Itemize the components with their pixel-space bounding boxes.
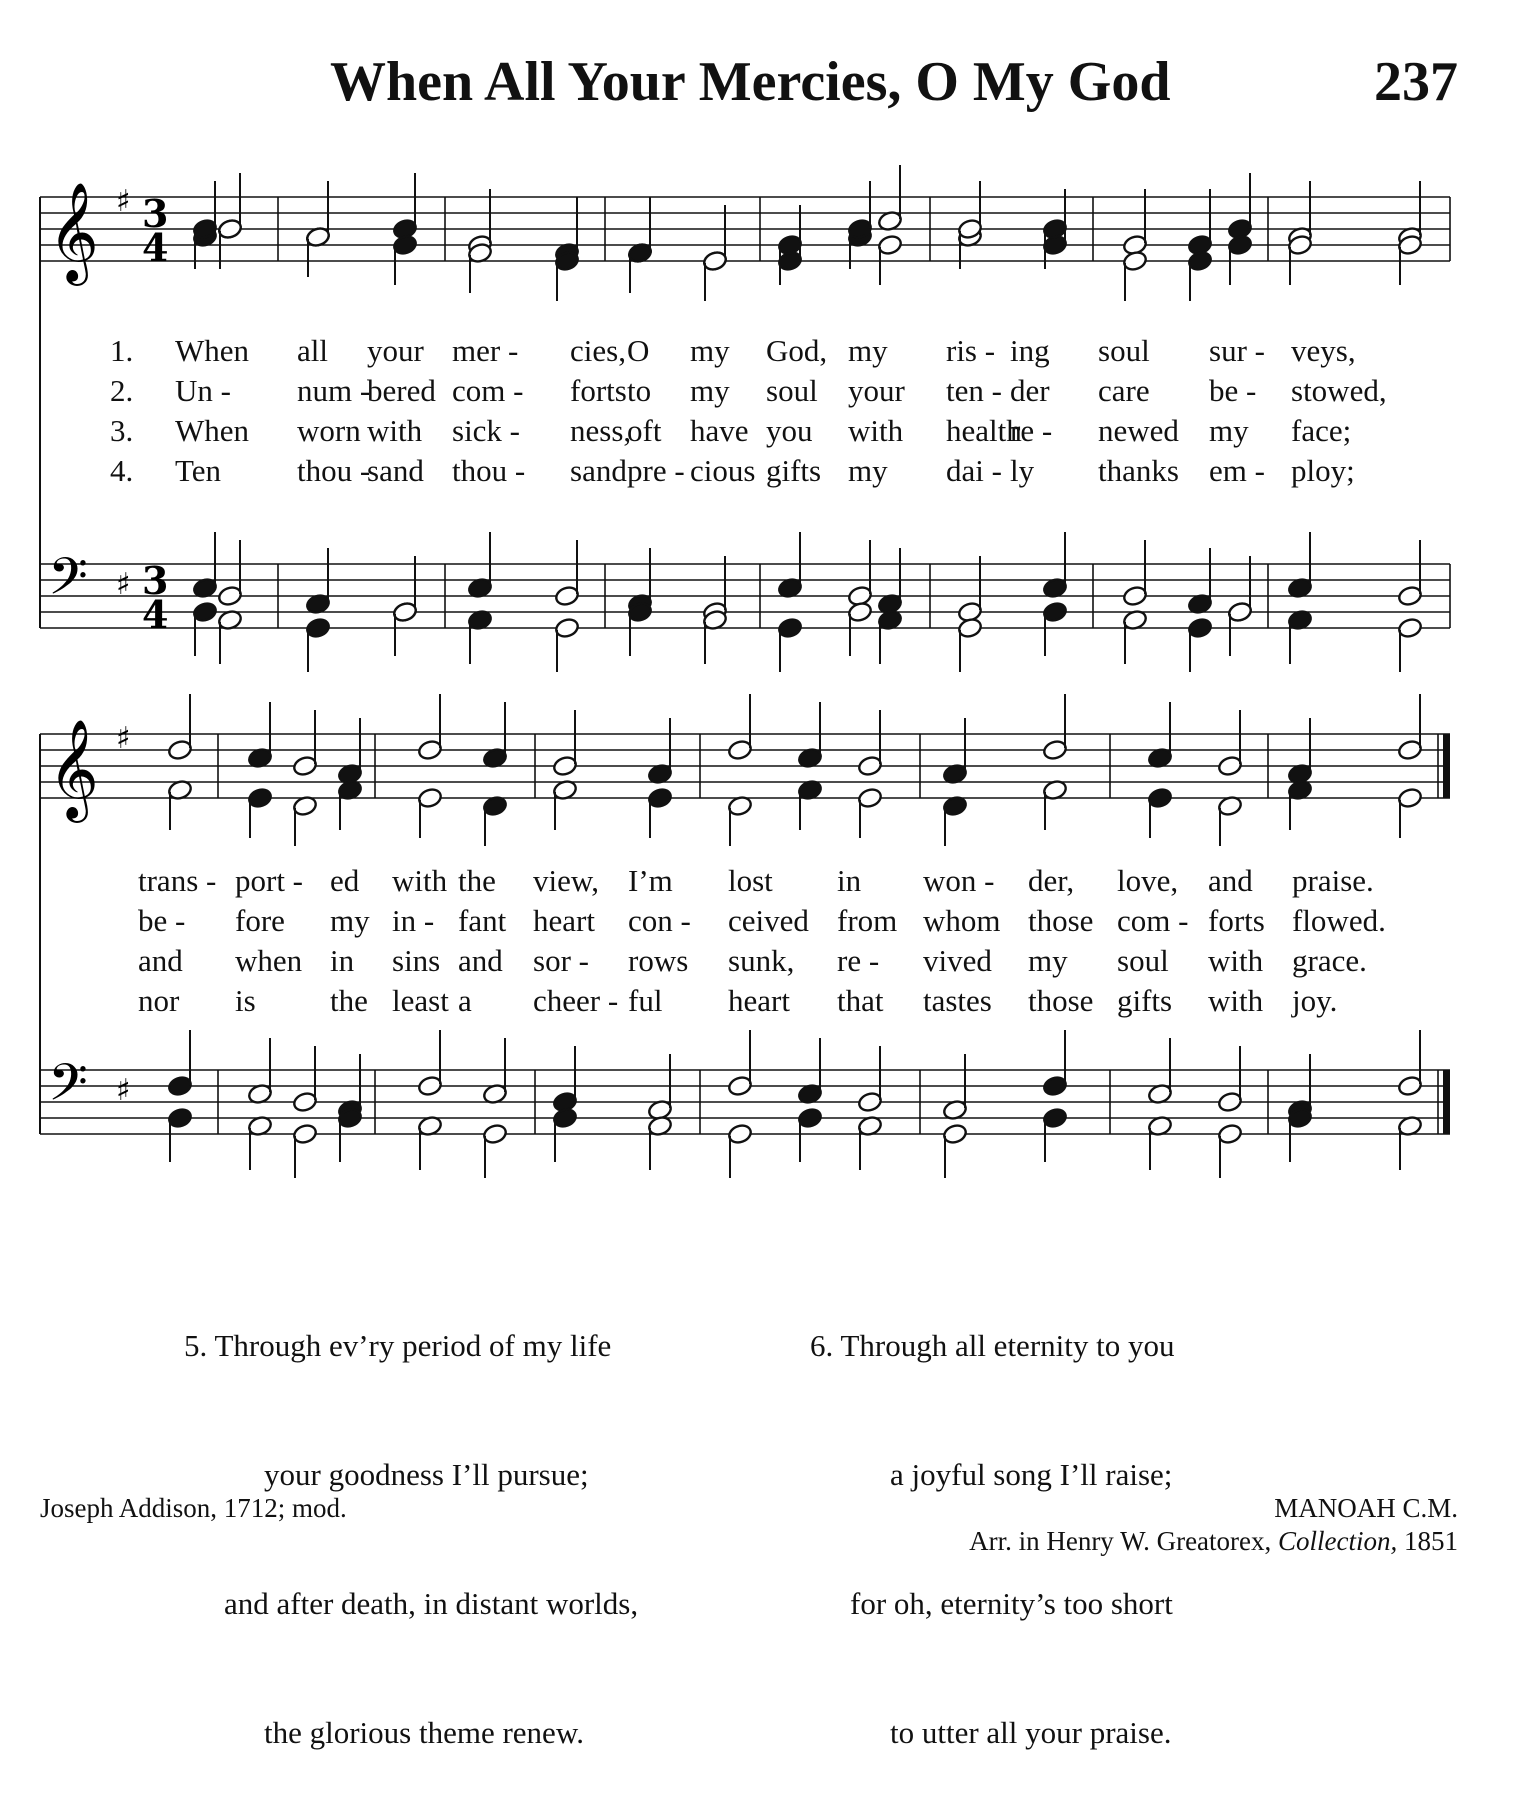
- final-bar-thick: [1443, 1070, 1450, 1134]
- stanza-6-line: a joyful song I’ll raise;: [890, 1457, 1173, 1492]
- lyric-syllable: all: [297, 333, 328, 368]
- lyric-syllable: face;: [1291, 413, 1352, 448]
- treble-clef: 𝄞: [48, 182, 99, 282]
- lyric-syllable: num -: [297, 373, 371, 408]
- stanza-5-line: and after death, in distant worlds,: [224, 1586, 639, 1621]
- lyric-syllable: joy.: [1292, 983, 1338, 1018]
- lyric-syllable: when: [235, 943, 303, 978]
- verse-number: 4.: [110, 453, 134, 488]
- lyric-syllable: ing: [1010, 333, 1050, 368]
- lyric-syllable: trans -: [138, 863, 217, 898]
- lyric-syllable: sick -: [452, 413, 521, 448]
- lyric-syllable: em -: [1209, 453, 1265, 488]
- lyric-syllable: cheer -: [533, 983, 619, 1018]
- lyric-syllable: stowed,: [1291, 373, 1387, 408]
- lyric-syllable: sand: [367, 453, 424, 488]
- lyric-syllable: sand: [570, 453, 627, 488]
- lyric-syllable: port -: [235, 863, 304, 898]
- lyric-syllable: that: [837, 983, 884, 1018]
- lyric-syllable: be -: [1209, 373, 1257, 408]
- lyric-syllable: ly: [1010, 453, 1035, 488]
- time-signature-bottom: 4: [142, 592, 169, 637]
- lyric-syllable: der,: [1028, 863, 1075, 898]
- lyric-syllable: ris -: [946, 333, 996, 368]
- lyric-syllable: forts: [1208, 903, 1265, 938]
- lyric-syllable: soul: [1117, 943, 1169, 978]
- lyric-syllable: thou -: [452, 453, 526, 488]
- lyric-syllable: those: [1028, 903, 1094, 938]
- hymn-number: 237: [1374, 51, 1458, 113]
- lyric-syllable: re -: [1010, 413, 1053, 448]
- hymn-title: When All Your Mercies, O My God: [330, 51, 1171, 113]
- lyric-syllable: my: [690, 333, 730, 368]
- text-credit: Joseph Addison, 1712; mod.: [40, 1493, 347, 1523]
- lyric-syllable: sins: [392, 943, 441, 978]
- lyric-syllable: is: [235, 983, 256, 1018]
- lyric-syllable: your: [367, 333, 424, 368]
- lyric-syllable: oft: [627, 413, 662, 448]
- lyric-syllable: worn: [297, 413, 361, 448]
- lyric-syllable: a: [458, 983, 472, 1018]
- stanza-6-line: for oh, eternity’s too short: [850, 1586, 1173, 1621]
- lyric-syllable: Ten: [175, 453, 222, 488]
- lyric-syllable: with: [367, 413, 423, 448]
- lyric-syllable: fant: [458, 903, 507, 938]
- lyric-syllable: praise.: [1292, 863, 1374, 898]
- lyric-syllable: my: [1209, 413, 1249, 448]
- lyric-syllable: I’m: [628, 863, 673, 898]
- lyric-syllable: thou -: [297, 453, 371, 488]
- verse-number: 1.: [110, 333, 134, 368]
- verse-number: 2.: [110, 373, 134, 408]
- bass-clef: 𝄢: [48, 1052, 88, 1125]
- lyric-syllable: heart: [728, 983, 790, 1018]
- lyric-syllable: ed: [330, 863, 360, 898]
- lyric-syllable: When: [175, 333, 250, 368]
- lyric-syllable: bered: [367, 373, 436, 408]
- lyric-syllable: whom: [923, 903, 1001, 938]
- lyric-syllable: fore: [235, 903, 285, 938]
- lyric-syllable: heart: [533, 903, 595, 938]
- key-signature-sharp: ♯: [116, 567, 131, 602]
- treble-clef: 𝄞: [48, 719, 99, 819]
- lyric-syllable: newed: [1098, 413, 1179, 448]
- lyric-syllable: gifts: [1117, 983, 1173, 1018]
- lyric-syllable: the: [330, 983, 368, 1018]
- lyric-syllable: cious: [690, 453, 756, 488]
- key-signature-sharp: ♯: [116, 184, 131, 219]
- lyric-syllable: thanks: [1098, 453, 1179, 488]
- lyric-syllable: God,: [766, 333, 828, 368]
- lyric-syllable: with: [848, 413, 904, 448]
- stanza-5-line: 5. Through ev’ry period of my life: [184, 1328, 612, 1363]
- lyric-syllable: con -: [628, 903, 691, 938]
- final-bar-thick: [1443, 734, 1450, 798]
- lyric-syllable: ness,: [570, 413, 632, 448]
- lyric-syllable: dai -: [946, 453, 1002, 488]
- lyric-syllable: com -: [1117, 903, 1189, 938]
- lyric-syllable: tastes: [923, 983, 992, 1018]
- key-signature-sharp: ♯: [116, 1073, 131, 1108]
- lyric-syllable: grace.: [1292, 943, 1367, 978]
- verse-number: 3.: [110, 413, 134, 448]
- lyric-syllable: ful: [628, 983, 663, 1018]
- bass-clef: 𝄢: [48, 546, 88, 619]
- arranger-source: Collection,: [1278, 1526, 1398, 1556]
- lyric-syllable: Un -: [175, 373, 231, 408]
- arrangement-credit: [969, 1526, 1458, 1557]
- tune-credit: MANOAH C.M.: [1274, 1493, 1458, 1523]
- lyric-syllable: flowed.: [1292, 903, 1386, 938]
- lyric-syllable: my: [1028, 943, 1068, 978]
- lyric-syllable: sunk,: [728, 943, 795, 978]
- lyric-syllable: in: [330, 943, 355, 978]
- lyric-syllable: with: [392, 863, 448, 898]
- lyric-syllable: have: [690, 413, 749, 448]
- lyric-syllable: gifts: [766, 453, 822, 488]
- lyric-syllable: least: [392, 983, 449, 1018]
- lyric-syllable: to: [627, 373, 652, 408]
- lyric-syllable: health: [946, 413, 1022, 448]
- lyric-syllable: from: [837, 903, 898, 938]
- key-signature-sharp: ♯: [116, 721, 131, 756]
- lyric-syllable: nor: [138, 983, 180, 1018]
- lyric-syllable: rows: [628, 943, 689, 978]
- lyric-syllable: soul: [766, 373, 818, 408]
- lyric-syllable: der: [1010, 373, 1050, 408]
- lyric-syllable: with: [1208, 983, 1264, 1018]
- lyric-syllable: and: [138, 943, 183, 978]
- lyric-syllable: the: [458, 863, 496, 898]
- stanza-5-line: your goodness I’ll pursue;: [264, 1457, 589, 1492]
- arranger-year: 1851: [1397, 1526, 1458, 1556]
- lyric-syllable: in: [837, 863, 862, 898]
- lyric-syllable: ploy;: [1291, 453, 1355, 488]
- lyric-syllable: and: [458, 943, 503, 978]
- lyric-syllable: care: [1098, 373, 1150, 408]
- lyric-syllable: your: [848, 373, 905, 408]
- time-signature-bottom: 4: [142, 225, 169, 270]
- lyric-syllable: with: [1208, 943, 1264, 978]
- stanza-5-line: the glorious theme renew.: [264, 1715, 584, 1750]
- lyric-syllable: com -: [452, 373, 524, 408]
- lyric-syllable: my: [848, 453, 888, 488]
- lyric-syllable: vived: [923, 943, 992, 978]
- lyric-syllable: my: [690, 373, 730, 408]
- lyric-syllable: those: [1028, 983, 1094, 1018]
- lyric-syllable: sor -: [533, 943, 589, 978]
- lyric-syllable: cies,: [570, 333, 626, 368]
- lyric-syllable: veys,: [1291, 333, 1356, 368]
- lyric-syllable: pre -: [627, 453, 685, 488]
- lyric-syllable: forts: [570, 373, 627, 408]
- arranger-prefix: Arr. in Henry W. Greatorex,: [969, 1526, 1279, 1556]
- lyric-syllable: soul: [1098, 333, 1150, 368]
- lyric-syllable: and: [1208, 863, 1253, 898]
- lyric-syllable: you: [766, 413, 813, 448]
- lyric-syllable: mer -: [452, 333, 519, 368]
- lyric-syllable: When: [175, 413, 250, 448]
- lyric-syllable: in -: [392, 903, 435, 938]
- lyric-syllable: re -: [837, 943, 880, 978]
- stanza-6-line: to utter all your praise.: [890, 1715, 1172, 1750]
- lyric-syllable: my: [848, 333, 888, 368]
- stanza-6: [810, 1238, 1174, 1797]
- lyric-syllable: be -: [138, 903, 186, 938]
- lyric-syllable: view,: [533, 863, 599, 898]
- lyric-syllable: lost: [728, 863, 773, 898]
- lyric-syllable: sur -: [1209, 333, 1265, 368]
- lyric-syllable: won -: [923, 863, 995, 898]
- lyric-syllable: ceived: [728, 903, 809, 938]
- time-signature-top: 3: [142, 191, 169, 236]
- time-signature-top: 3: [142, 558, 169, 603]
- lyric-syllable: O: [627, 333, 650, 368]
- lyric-syllable: love,: [1117, 863, 1179, 898]
- stanza-6-line: 6. Through all eternity to you: [810, 1328, 1175, 1363]
- lyric-syllable: my: [330, 903, 370, 938]
- lyric-syllable: ten -: [946, 373, 1002, 408]
